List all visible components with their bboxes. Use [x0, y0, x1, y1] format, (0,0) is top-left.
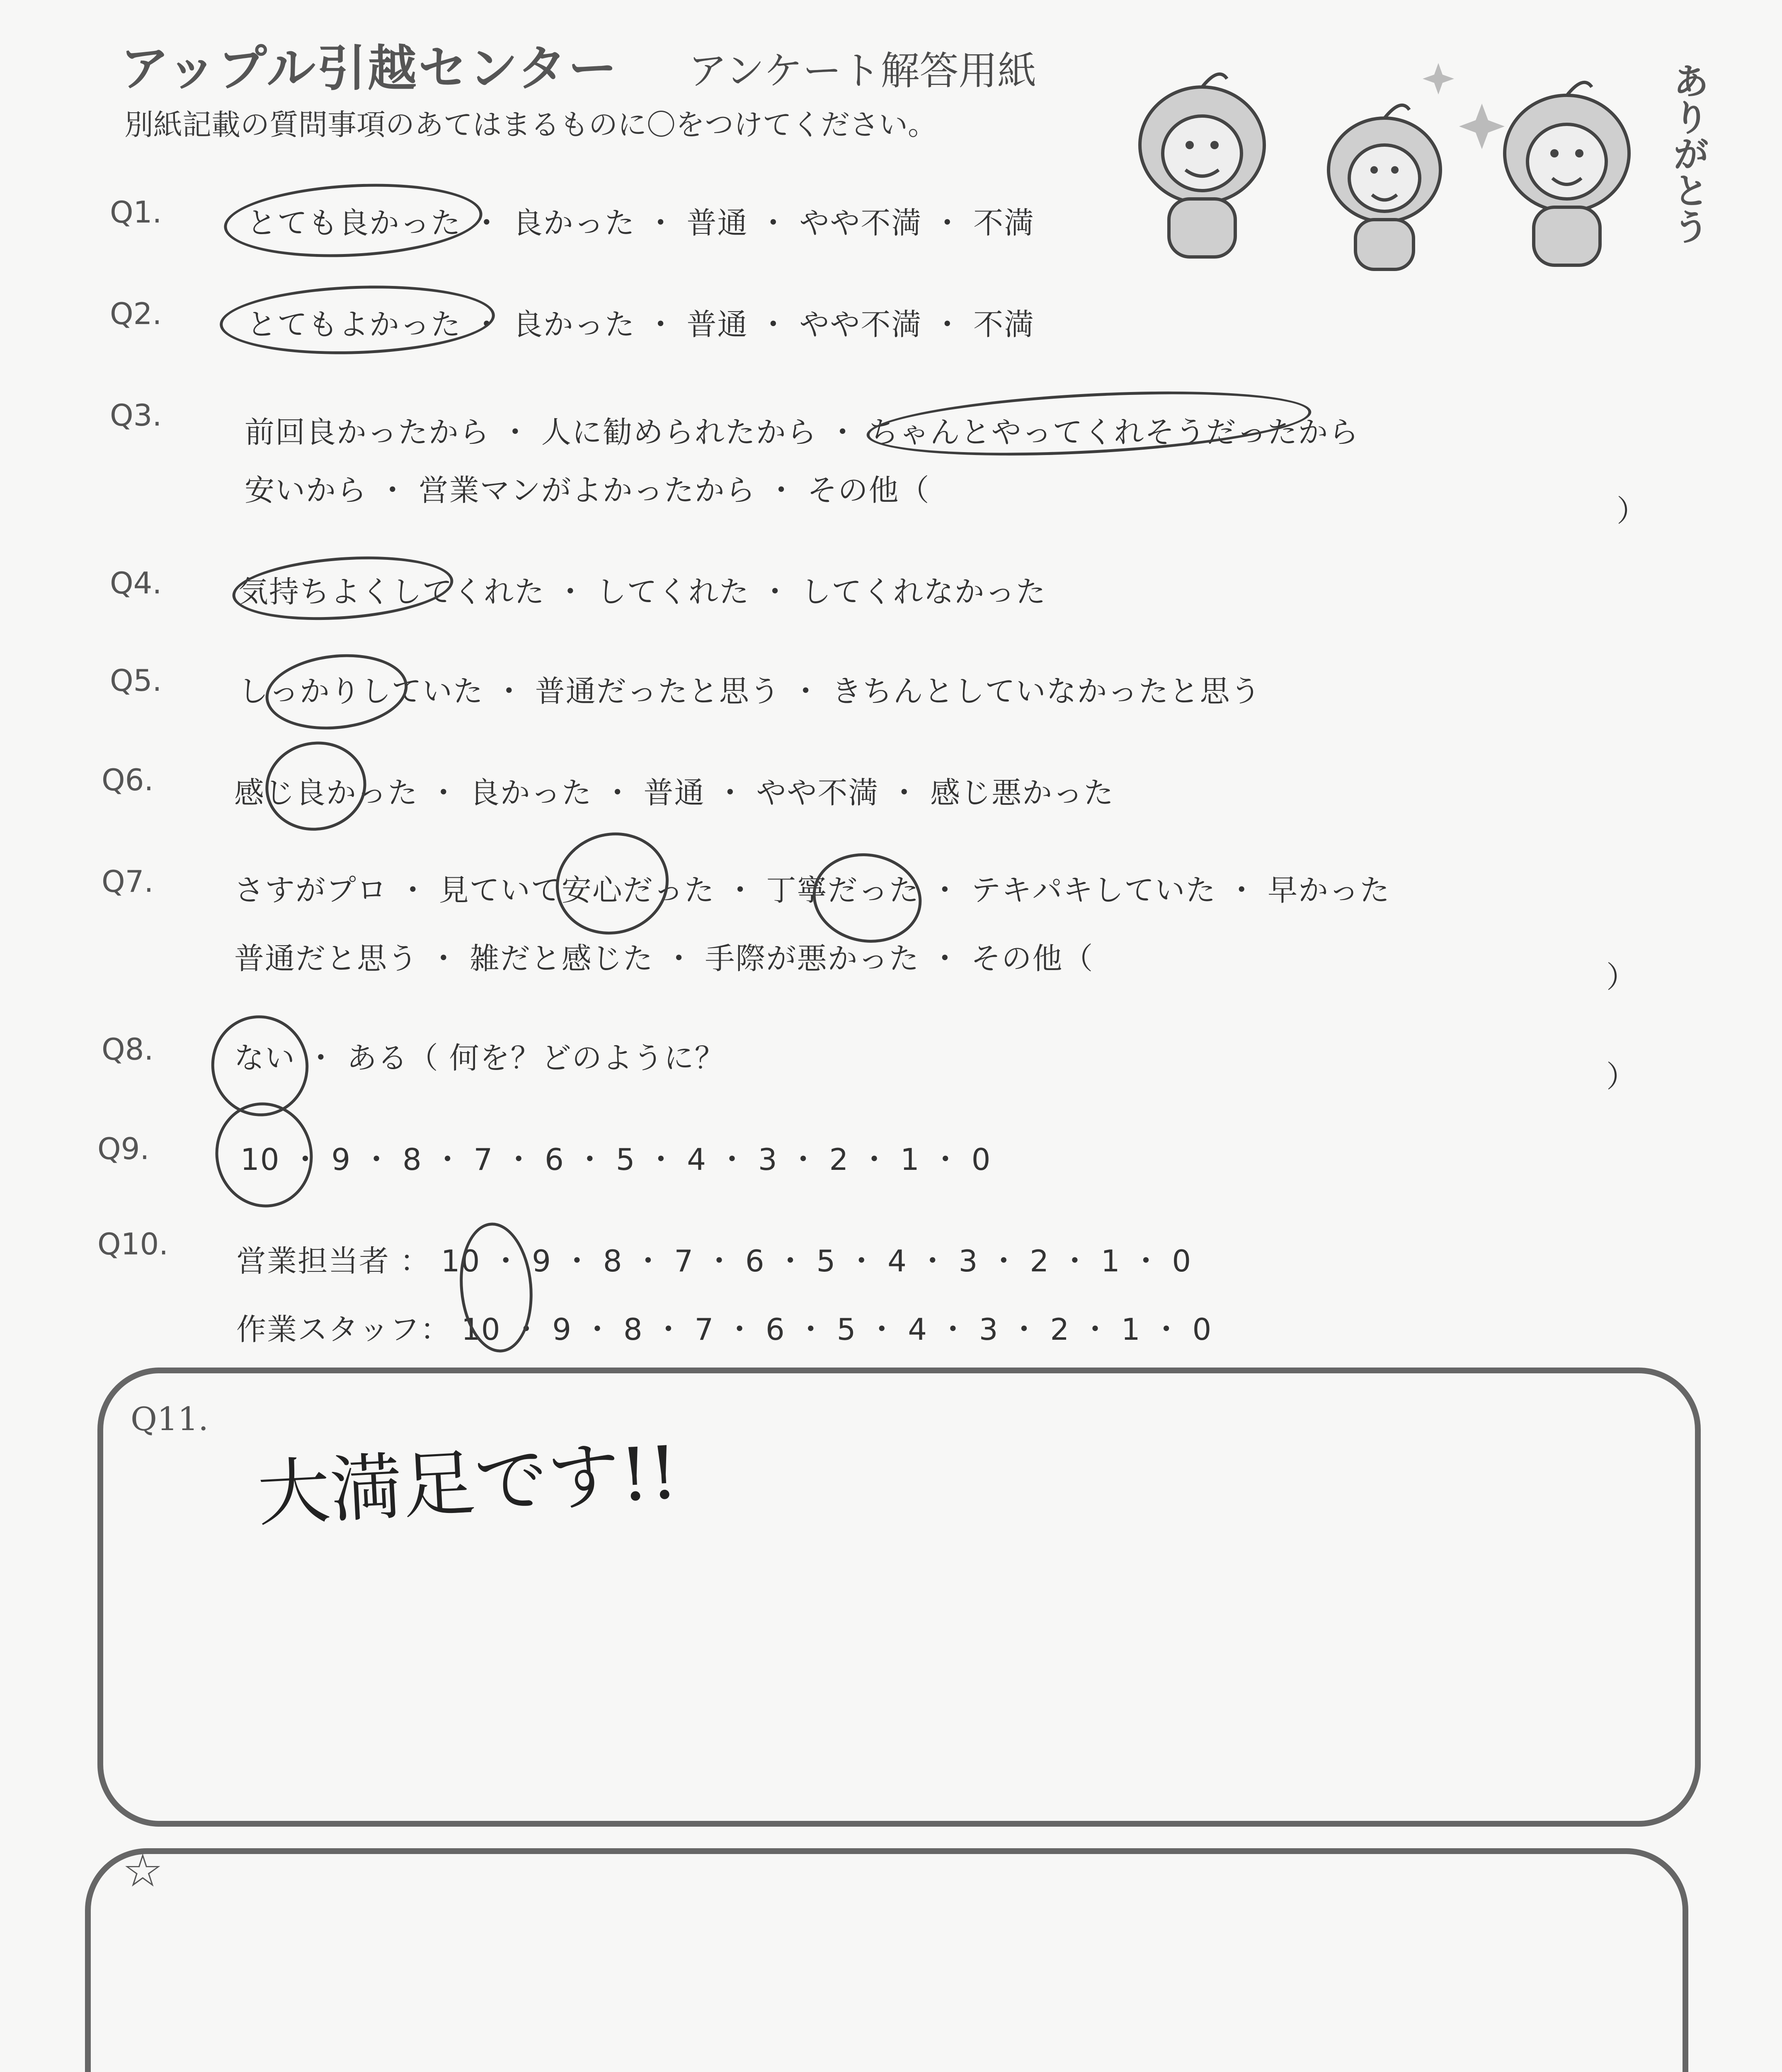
q1-label: Q1. [110, 195, 162, 230]
q5-label: Q5. [110, 663, 162, 698]
q3-label: Q3. [110, 398, 162, 433]
q7-label: Q7. [102, 864, 154, 899]
q3-close-paren: ） [1617, 494, 1647, 528]
form-instruction: 別紙記載の質問事項のあてはまるものに〇をつけてください。 [124, 108, 937, 142]
q4-answer-circle [230, 550, 455, 627]
form-subtitle: アンケート解答用紙 [688, 48, 1037, 94]
q3-answer-circle [865, 382, 1313, 465]
q6-options: 感じ良かった ・ 良かった ・ 普通 ・ やや不満 ・ 感じ悪かった [234, 775, 1115, 810]
q4-label: Q4. [110, 566, 162, 600]
q1-options: とても良かった ・ 良かった ・ 普通 ・ やや不満 ・ 不満 [247, 206, 1035, 240]
q2-label: Q2. [110, 296, 162, 331]
q5-options: しっかりしていた ・ 普通だったと思う ・ きちんとしていなかったと思う [238, 674, 1261, 709]
q1-answer-circle [222, 178, 484, 263]
q3-options-line1: 前回良かったから ・ 人に勧められたから ・ ちゃんとやってくれそうだったから [245, 415, 1360, 450]
q7-options-line1: さすがプロ ・ 見ていて安心だった ・ 丁寧だった ・ テキパキしていた ・ 早かった [234, 873, 1391, 908]
star-comment-box [85, 1848, 1688, 2072]
q4-options: 気持ちよくしてくれた ・ してくれた ・ してくれなかった [238, 574, 1047, 609]
q2-options: とてもよかった ・ 良かった ・ 普通 ・ やや不満 ・ 不満 [247, 307, 1035, 342]
star-label: ☆ [122, 1844, 163, 1897]
q8-label: Q8. [102, 1032, 154, 1067]
q9-answer-circle [206, 1093, 322, 1216]
q5-answer-circle [262, 648, 412, 736]
thanks-text: ありがとう [1667, 62, 1710, 244]
q9-label: Q9. [97, 1131, 150, 1166]
q10-label: Q10. [97, 1227, 169, 1261]
q11-label: Q11. [131, 1401, 209, 1438]
monkey-mascots-illustration [1119, 50, 1720, 282]
q6-label: Q6. [102, 762, 154, 797]
form-title: アップル引越センター [120, 40, 619, 97]
q7-options-line2: 普通だと思う ・ 雑だと感じた ・ 手際が悪かった ・ その他（ [234, 941, 1094, 976]
q10-sales-options: 営業担当者 ： 10 ・ 9 ・ 8 ・ 7 ・ 6 ・ 5 ・ 4 ・ 3 ・ 2 ・ 1 ・ 0 [236, 1244, 1192, 1278]
q10-staff-options: 作業スタッフ： 10 ・ 9 ・ 8 ・ 7 ・ 6 ・ 5 ・ 4 ・ 3 ・ 2 ・ 1 ・ 0 [236, 1312, 1212, 1347]
q11-handwritten-answer: 大満足です!! [255, 1431, 681, 1537]
q2-answer-circle [218, 281, 496, 358]
q7-answer-circle-1 [544, 820, 680, 947]
q3-options-line2: 安いから ・ 営業マンがよかったから ・ その他（ [245, 473, 930, 508]
q6-answer-circle [258, 733, 373, 838]
q8-close-paren: ） [1606, 1059, 1637, 1094]
q8-options: ない ・ ある（ 何を？どのように？ [234, 1041, 725, 1075]
q9-options: 10 ・ 9 ・ 8 ・ 7 ・ 6 ・ 5 ・ 4 ・ 3 ・ 2 ・ 1 ・ 0 [240, 1142, 992, 1177]
q7-close-paren: ） [1606, 960, 1637, 995]
